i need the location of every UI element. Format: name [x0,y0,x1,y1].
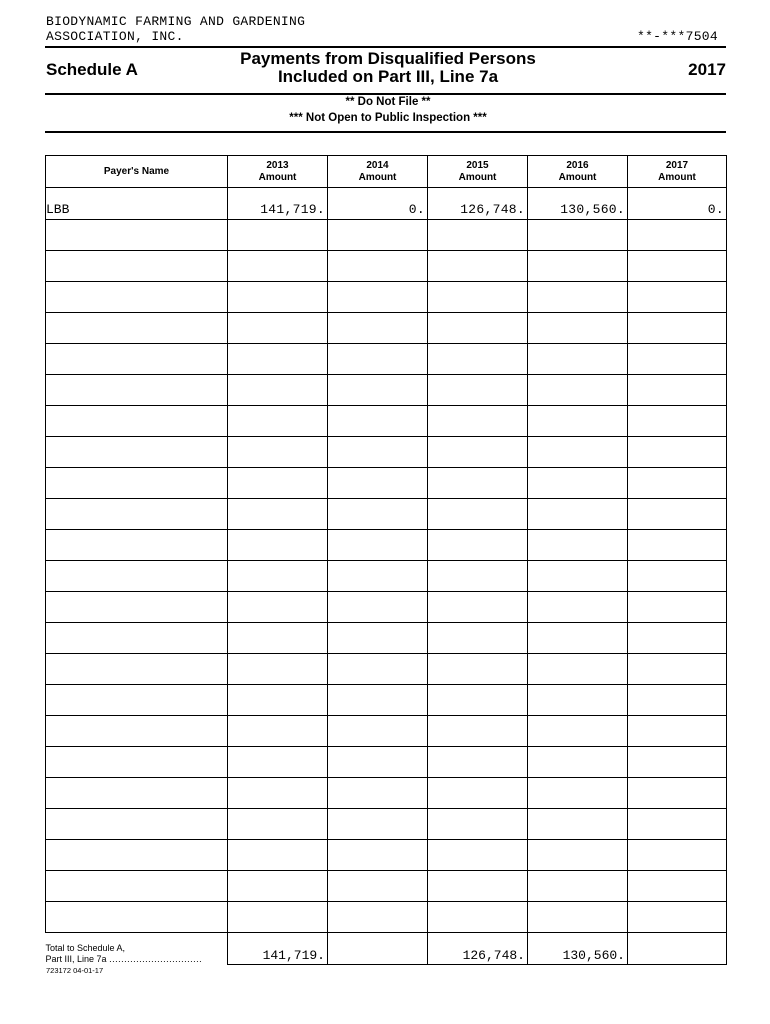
empty-cell [46,592,228,623]
empty-cell [428,902,528,933]
empty-table-row [46,406,727,437]
empty-cell [328,344,428,375]
empty-cell [428,313,528,344]
empty-cell [328,654,428,685]
empty-cell [328,902,428,933]
empty-cell [228,809,328,840]
amount-2013-cell: 141,719. [228,188,328,220]
column-header-2015: 2015 Amount [428,156,528,188]
schedule-label: Schedule A [46,60,138,79]
empty-cell [328,685,428,716]
empty-cell [46,344,228,375]
empty-cell [428,592,528,623]
organization-name [46,14,305,44]
total-row [46,933,727,965]
empty-cell [628,716,727,747]
empty-cell [628,375,727,406]
empty-cell [528,344,628,375]
empty-cell [528,778,628,809]
empty-cell [628,840,727,871]
header-rule-bottom [45,131,726,133]
empty-cell [428,871,528,902]
column-header-2017: 2017 Amount [628,156,727,188]
empty-cell [428,406,528,437]
empty-cell [328,747,428,778]
empty-cell [228,406,328,437]
empty-cell [528,220,628,251]
total-label-line2: Part III, Line 7a ............................... [45,953,203,964]
empty-cell [46,468,228,499]
empty-cell [228,685,328,716]
form-code: 723172 04-01-17 [46,966,104,975]
empty-cell [428,468,528,499]
empty-cell [228,716,328,747]
empty-cell [46,747,228,778]
empty-cell [628,809,727,840]
empty-cell [628,561,727,592]
total-2017-cell [628,933,727,965]
empty-cell [628,499,727,530]
empty-cell [328,406,428,437]
form-title-line1: Payments from Disqualified Persons [240,49,536,68]
empty-cell [528,809,628,840]
empty-cell [428,716,528,747]
column-header-2016: 2016 Amount [528,156,628,188]
empty-cell [528,375,628,406]
amount-2015-cell: 126,748. [428,188,528,220]
empty-cell [46,437,228,468]
empty-cell [528,561,628,592]
tax-year: 2017 [688,60,726,79]
empty-cell [528,902,628,933]
column-header-2013: 2013 Amount [228,156,328,188]
empty-table-row [46,623,727,654]
empty-cell [328,809,428,840]
column-header-payer-name: Payer's Name [46,156,228,188]
empty-cell [328,871,428,902]
empty-cell [428,251,528,282]
empty-cell [628,592,727,623]
empty-cell [46,313,228,344]
empty-cell [628,747,727,778]
empty-cell [328,840,428,871]
empty-table-row [46,716,727,747]
empty-table-row [46,468,727,499]
empty-cell [428,623,528,654]
empty-cell [46,685,228,716]
empty-cell [228,654,328,685]
empty-table-row [46,902,727,933]
empty-cell [528,871,628,902]
empty-cell [328,499,428,530]
empty-cell [528,251,628,282]
empty-cell [328,592,428,623]
empty-cell [228,437,328,468]
empty-cell [46,406,228,437]
dot-leader: ............................... [109,953,203,964]
empty-cell [328,530,428,561]
empty-cell [228,344,328,375]
empty-cell [228,840,328,871]
empty-cell [628,778,727,809]
empty-cell [328,561,428,592]
total-2015-cell: 126,748. [428,933,528,965]
empty-table-row [46,778,727,809]
empty-cell [428,220,528,251]
empty-cell [628,313,727,344]
empty-cell [628,220,727,251]
empty-cell [428,530,528,561]
empty-cell [46,282,228,313]
empty-table-row [46,344,727,375]
payer-name-cell: LBB [46,188,228,220]
empty-cell [528,685,628,716]
table-header-row [46,156,727,188]
empty-cell [228,747,328,778]
empty-cell [628,902,727,933]
empty-table-row [46,251,727,282]
empty-cell [628,654,727,685]
empty-cell [46,251,228,282]
empty-table-row [46,747,727,778]
empty-cell [428,499,528,530]
empty-cell [46,220,228,251]
empty-cell [46,375,228,406]
empty-table-row [46,561,727,592]
empty-cell [328,220,428,251]
empty-cell [528,437,628,468]
empty-cell [228,592,328,623]
empty-cell [228,251,328,282]
empty-cell [228,282,328,313]
empty-cell [228,623,328,654]
empty-cell [528,530,628,561]
amount-2016-cell: 130,560. [528,188,628,220]
empty-table-row [46,499,727,530]
empty-cell [428,685,528,716]
organization-name-line1: BIODYNAMIC FARMING AND GARDENING [46,14,306,29]
empty-table-row [46,437,727,468]
empty-cell [46,561,228,592]
empty-cell [428,778,528,809]
empty-cell [628,406,727,437]
empty-cell [428,375,528,406]
not-public-note: *** Not Open to Public Inspection *** [289,112,487,124]
empty-cell [228,871,328,902]
empty-table-row [46,530,727,561]
empty-cell [328,778,428,809]
empty-cell [228,313,328,344]
empty-table-row [46,654,727,685]
empty-cell [628,282,727,313]
empty-cell [328,313,428,344]
total-2016-cell: 130,560. [528,933,628,965]
empty-cell [528,406,628,437]
empty-cell [228,375,328,406]
employer-id-number: **-***7504 [636,29,718,44]
payments-table [45,155,727,965]
empty-cell [428,747,528,778]
empty-cell [46,499,228,530]
empty-cell [328,437,428,468]
header-rule-top [45,46,726,48]
empty-cell [228,468,328,499]
empty-cell [46,840,228,871]
empty-cell [628,437,727,468]
empty-cell [228,499,328,530]
empty-cell [46,530,228,561]
empty-cell [428,809,528,840]
empty-table-row [46,313,727,344]
empty-cell [628,251,727,282]
empty-cell [628,468,727,499]
form-title-line2: Included on Part III, Line 7a [277,67,499,86]
empty-cell [328,251,428,282]
empty-cell [328,623,428,654]
empty-cell [46,623,228,654]
empty-cell [228,220,328,251]
total-2013-cell: 141,719. [228,933,328,965]
empty-cell [428,282,528,313]
empty-cell [528,592,628,623]
total-label-line1: Total to Schedule A, [45,942,126,953]
empty-cell [628,530,727,561]
empty-cell [228,902,328,933]
empty-cell [46,809,228,840]
empty-cell [428,654,528,685]
empty-cell [328,282,428,313]
empty-cell [46,902,228,933]
empty-cell [528,313,628,344]
empty-cell [528,499,628,530]
empty-table-row [46,220,727,251]
empty-cell [628,344,727,375]
empty-cell [528,747,628,778]
empty-cell [228,530,328,561]
empty-cell [428,561,528,592]
empty-cell [428,437,528,468]
empty-cell [328,375,428,406]
empty-table-row [46,840,727,871]
empty-cell [528,282,628,313]
empty-cell [528,840,628,871]
empty-cell [46,871,228,902]
empty-cell [46,654,228,685]
empty-cell [228,778,328,809]
empty-cell [528,468,628,499]
empty-table-row [46,282,727,313]
empty-cell [428,344,528,375]
do-not-file-note: ** Do Not File ** [345,96,431,108]
empty-cell [628,871,727,902]
organization-name-line2: ASSOCIATION, INC. [46,29,184,44]
empty-cell [528,623,628,654]
column-header-2014: 2014 Amount [328,156,428,188]
empty-cell [46,778,228,809]
amount-2014-cell: 0. [328,188,428,220]
empty-cell [528,654,628,685]
empty-cell [228,561,328,592]
empty-cell [328,468,428,499]
empty-cell [428,840,528,871]
empty-cell [628,685,727,716]
empty-cell [628,623,727,654]
empty-cell [328,716,428,747]
empty-table-row [46,685,727,716]
empty-table-row [46,871,727,902]
table-row [46,188,727,220]
empty-table-row [46,375,727,406]
header-rule-middle [45,93,726,95]
total-2014-cell [328,933,428,965]
empty-table-row [46,809,727,840]
empty-cell [528,716,628,747]
empty-table-row [46,592,727,623]
form-title [200,50,576,86]
total-label-cell [46,933,228,965]
empty-cell [46,716,228,747]
amount-2017-cell: 0. [628,188,727,220]
